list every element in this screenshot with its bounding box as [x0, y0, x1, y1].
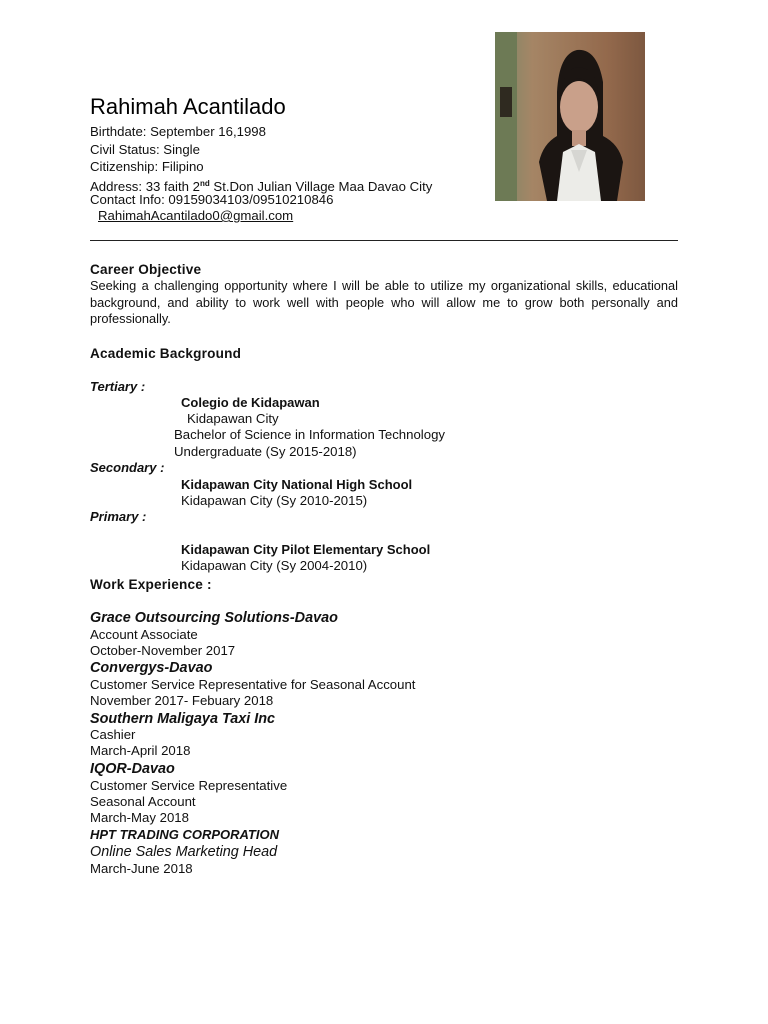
- citizenship: Citizenship: Filipino: [90, 159, 204, 174]
- job-detail: Cashier: [90, 727, 136, 742]
- address-part-2: St.Don Julian Village Maa Davao City: [209, 179, 433, 194]
- tertiary-status: Undergraduate (Sy 2015-2018): [174, 444, 357, 459]
- academic-background-heading: Academic Background: [90, 346, 242, 361]
- birthdate: Birthdate: September 16,1998: [90, 124, 266, 139]
- job-detail: November 2017- Febuary 2018: [90, 693, 274, 708]
- career-objective-heading: Career Objective: [90, 262, 202, 277]
- job-detail: March-May 2018: [90, 810, 189, 825]
- address-ordinal: nd: [199, 179, 210, 188]
- tertiary-school: Colegio de Kidapawan: [181, 395, 320, 410]
- profile-photo: [495, 32, 645, 201]
- career-objective-text: Seeking a challenging opportunity where I will be able to utilize my organizational skills, educational background, and ability to work well with people who will allow me to grow both personally and professionally.: [90, 278, 678, 326]
- civil-status: Civil Status: Single: [90, 142, 200, 157]
- contact-info: Contact Info: 09159034103/09510210846: [90, 192, 334, 207]
- tertiary-course: Bachelor of Science in Information Technology: [174, 427, 445, 442]
- secondary-detail: Kidapawan City (Sy 2010-2015): [181, 493, 368, 508]
- job-detail: Seasonal Account: [90, 794, 196, 809]
- tertiary-label: Tertiary :: [90, 379, 146, 394]
- job-detail: March-April 2018: [90, 743, 191, 758]
- profile-photo-illustration: [495, 32, 645, 201]
- job-company: Southern Maligaya Taxi Inc: [90, 711, 275, 727]
- job-detail: Customer Service Representative for Seasonal Account: [90, 677, 416, 692]
- primary-detail: Kidapawan City (Sy 2004-2010): [181, 558, 368, 573]
- tertiary-city: Kidapawan City: [187, 411, 279, 426]
- email-link[interactable]: RahimahAcantilado0@gmail.com: [98, 208, 294, 223]
- job-detail: October-November 2017: [90, 643, 236, 658]
- job-company: IQOR-Davao: [90, 761, 175, 777]
- secondary-school: Kidapawan City National High School: [181, 477, 413, 492]
- secondary-label: Secondary :: [90, 460, 165, 475]
- job-role: Online Sales Marketing Head: [90, 844, 278, 860]
- job-company: Convergys-Davao: [90, 660, 213, 676]
- job-company: Grace Outsourcing Solutions-Davao: [90, 610, 338, 626]
- resume-name: Rahimah Acantilado: [90, 94, 286, 119]
- job-company: HPT TRADING CORPORATION: [90, 827, 279, 842]
- job-detail: Account Associate: [90, 627, 198, 642]
- job-detail: March-June 2018: [90, 861, 193, 876]
- address-part-1: Address: 33 faith 2: [90, 179, 200, 194]
- primary-label: Primary :: [90, 509, 147, 524]
- work-experience-heading: Work Experience :: [90, 577, 212, 592]
- header-divider: [90, 240, 678, 241]
- primary-school: Kidapawan City Pilot Elementary School: [181, 542, 431, 557]
- job-detail: Customer Service Representative: [90, 778, 288, 793]
